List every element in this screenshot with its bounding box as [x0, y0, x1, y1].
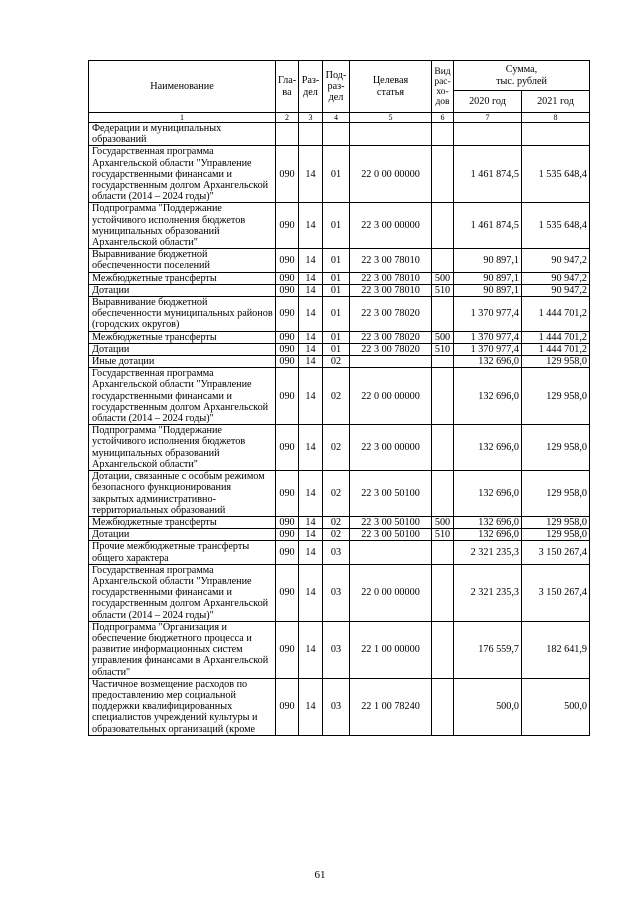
- row-name: Межбюджетные трансферты: [89, 331, 276, 343]
- row-name: Межбюджетные трансферты: [89, 272, 276, 284]
- table-row: [89, 471, 590, 517]
- subsection-code: 02: [323, 356, 350, 368]
- chapter-code: 090: [276, 471, 299, 517]
- target-article-code: 22 3 00 78020: [350, 297, 432, 332]
- chapter-code: 090: [276, 272, 299, 284]
- target-article-code: 22 3 00 78010: [350, 249, 432, 272]
- target-article-code: [350, 123, 432, 146]
- target-article-code: 22 3 00 50100: [350, 471, 432, 517]
- row-name: Частичное возмещение расходов по предоставлению мер социальной поддержки квалифицированных специалистов учреждений культуры и образовательных организаций (кроме: [89, 678, 276, 735]
- table-row: [89, 203, 590, 249]
- amount-2020: 1 461 874,5: [454, 146, 522, 203]
- section-code: 14: [299, 284, 323, 296]
- table-body: [89, 123, 590, 736]
- amount-2020: 132 696,0: [454, 368, 522, 425]
- section-code: [299, 123, 323, 146]
- target-article-code: 22 0 00 00000: [350, 564, 432, 621]
- chapter-code: 090: [276, 541, 299, 564]
- amount-2021: 129 958,0: [522, 516, 590, 528]
- header-chapter: Гла- ва: [276, 61, 299, 113]
- subsection-code: 03: [323, 564, 350, 621]
- expense-type-code: 500: [432, 272, 454, 284]
- row-name: Межбюджетные трансферты: [89, 516, 276, 528]
- column-number: 6: [432, 113, 454, 123]
- amount-2020: 132 696,0: [454, 529, 522, 541]
- expense-type-code: 500: [432, 516, 454, 528]
- column-number: 1: [89, 113, 276, 123]
- chapter-code: 090: [276, 331, 299, 343]
- subsection-code: 01: [323, 272, 350, 284]
- section-code: 14: [299, 425, 323, 471]
- target-article-code: [350, 356, 432, 368]
- table-row: [89, 356, 590, 368]
- subsection-code: 01: [323, 297, 350, 332]
- amount-2021: 3 150 267,4: [522, 541, 590, 564]
- row-name: Выравнивание бюджетной обеспеченности муниципальных районов (городских округов): [89, 297, 276, 332]
- expense-type-code: [432, 621, 454, 678]
- header-expense-type: Вид рас- хо- дов: [432, 61, 454, 113]
- amount-2021: 129 958,0: [522, 529, 590, 541]
- subsection-code: 02: [323, 529, 350, 541]
- amount-2021: 1 535 648,4: [522, 146, 590, 203]
- amount-2020: 90 897,1: [454, 284, 522, 296]
- chapter-code: 090: [276, 343, 299, 355]
- table-row: [89, 123, 590, 146]
- section-code: 14: [299, 331, 323, 343]
- amount-2021: 90 947,2: [522, 272, 590, 284]
- table-row: [89, 284, 590, 296]
- row-name: Дотации: [89, 284, 276, 296]
- section-code: 14: [299, 529, 323, 541]
- column-number: 2: [276, 113, 299, 123]
- table-row: [89, 331, 590, 343]
- row-name: Государственная программа Архангельской области "Управление государственными финансами и государственным долгом Архангельской области (2014 – 2024 годы)": [89, 146, 276, 203]
- amount-2021: 3 150 267,4: [522, 564, 590, 621]
- column-number: 7: [454, 113, 522, 123]
- target-article-code: 22 0 00 00000: [350, 368, 432, 425]
- table-row: [89, 368, 590, 425]
- expense-type-code: 500: [432, 331, 454, 343]
- expense-type-code: [432, 356, 454, 368]
- section-code: 14: [299, 678, 323, 735]
- row-name: Федерации и муниципальных образований: [89, 123, 276, 146]
- amount-2020: 132 696,0: [454, 516, 522, 528]
- chapter-code: 090: [276, 368, 299, 425]
- table-row: [89, 516, 590, 528]
- chapter-code: [276, 123, 299, 146]
- subsection-code: 01: [323, 331, 350, 343]
- row-name: Подпрограмма "Поддержание устойчивого исполнения бюджетов муниципальных образований Архангельской области": [89, 203, 276, 249]
- target-article-code: 22 1 00 00000: [350, 621, 432, 678]
- target-article-code: 22 3 00 00000: [350, 203, 432, 249]
- header-subsection: Под- раз- дел: [323, 61, 350, 113]
- amount-2020: 176 559,7: [454, 621, 522, 678]
- table-row: [89, 541, 590, 564]
- target-article-code: 22 3 00 50100: [350, 516, 432, 528]
- row-name: Дотации, связанные с особым режимом безопасного функционирования закрытых административно-территориальных образований: [89, 471, 276, 517]
- row-name: Прочие межбюджетные трансферты общего характера: [89, 541, 276, 564]
- amount-2020: 1 461 874,5: [454, 203, 522, 249]
- expense-type-code: [432, 146, 454, 203]
- section-code: 14: [299, 471, 323, 517]
- chapter-code: 090: [276, 203, 299, 249]
- expense-type-code: [432, 541, 454, 564]
- chapter-code: 090: [276, 678, 299, 735]
- subsection-code: 01: [323, 203, 350, 249]
- chapter-code: 090: [276, 621, 299, 678]
- expense-type-code: [432, 471, 454, 517]
- header-year-2020: 2020 год: [454, 91, 522, 113]
- column-number: 3: [299, 113, 323, 123]
- amount-2021: 182 641,9: [522, 621, 590, 678]
- amount-2020: 1 370 977,4: [454, 297, 522, 332]
- amount-2021: 129 958,0: [522, 356, 590, 368]
- header-section: Раз- дел: [299, 61, 323, 113]
- section-code: 14: [299, 356, 323, 368]
- target-article-code: 22 1 00 78240: [350, 678, 432, 735]
- chapter-code: 090: [276, 249, 299, 272]
- table-row: [89, 564, 590, 621]
- amount-2020: 2 321 235,3: [454, 564, 522, 621]
- table-row: [89, 343, 590, 355]
- page-number: 61: [314, 869, 326, 881]
- subsection-code: 03: [323, 541, 350, 564]
- row-name: Дотации: [89, 343, 276, 355]
- expense-type-code: [432, 203, 454, 249]
- subsection-code: 03: [323, 621, 350, 678]
- header-sum: Сумма, тыс. рублей: [454, 61, 590, 91]
- amount-2020: 132 696,0: [454, 356, 522, 368]
- column-number: 5: [350, 113, 432, 123]
- subsection-code: 02: [323, 516, 350, 528]
- row-name: Иные дотации: [89, 356, 276, 368]
- amount-2020: 132 696,0: [454, 471, 522, 517]
- section-code: 14: [299, 203, 323, 249]
- amount-2020: 500,0: [454, 678, 522, 735]
- amount-2021: 500,0: [522, 678, 590, 735]
- amount-2021: 129 958,0: [522, 368, 590, 425]
- column-number-row: [89, 113, 590, 123]
- table-row: [89, 529, 590, 541]
- section-code: 14: [299, 564, 323, 621]
- expense-type-code: [432, 368, 454, 425]
- section-code: 14: [299, 297, 323, 332]
- table-row: [89, 425, 590, 471]
- chapter-code: 090: [276, 516, 299, 528]
- subsection-code: 02: [323, 471, 350, 517]
- target-article-code: 22 3 00 78020: [350, 343, 432, 355]
- subsection-code: 01: [323, 249, 350, 272]
- table-header: [89, 61, 590, 123]
- target-article-code: 22 3 00 78020: [350, 331, 432, 343]
- expense-type-code: [432, 564, 454, 621]
- column-number: 4: [323, 113, 350, 123]
- amount-2021: 90 947,2: [522, 284, 590, 296]
- expense-type-code: [432, 425, 454, 471]
- expense-type-code: [432, 249, 454, 272]
- header-name: Наименование: [89, 61, 276, 113]
- subsection-code: 02: [323, 425, 350, 471]
- amount-2021: [522, 123, 590, 146]
- page: [88, 60, 589, 736]
- amount-2021: 1 535 648,4: [522, 203, 590, 249]
- amount-2020: 2 321 235,3: [454, 541, 522, 564]
- amount-2021: 1 444 701,2: [522, 331, 590, 343]
- amount-2020: 1 370 977,4: [454, 343, 522, 355]
- column-number: 8: [522, 113, 590, 123]
- amount-2021: 1 444 701,2: [522, 297, 590, 332]
- section-code: 14: [299, 249, 323, 272]
- subsection-code: 02: [323, 368, 350, 425]
- row-name: Выравнивание бюджетной обеспеченности поселений: [89, 249, 276, 272]
- row-name: Государственная программа Архангельской области "Управление государственными финансами и государственным долгом Архангельской области (2014 – 2024 годы)": [89, 368, 276, 425]
- amount-2021: 129 958,0: [522, 425, 590, 471]
- amount-2021: 1 444 701,2: [522, 343, 590, 355]
- amount-2020: [454, 123, 522, 146]
- subsection-code: [323, 123, 350, 146]
- section-code: 14: [299, 541, 323, 564]
- amount-2020: 90 897,1: [454, 249, 522, 272]
- expense-type-code: 510: [432, 284, 454, 296]
- subsection-code: 01: [323, 146, 350, 203]
- section-code: 14: [299, 516, 323, 528]
- table-row: [89, 249, 590, 272]
- expense-type-code: [432, 297, 454, 332]
- chapter-code: 090: [276, 529, 299, 541]
- row-name: Дотации: [89, 529, 276, 541]
- amount-2020: 1 370 977,4: [454, 331, 522, 343]
- section-code: 14: [299, 343, 323, 355]
- row-name: Подпрограмма "Поддержание устойчивого исполнения бюджетов муниципальных образований Архангельской области": [89, 425, 276, 471]
- subsection-code: 01: [323, 343, 350, 355]
- subsection-code: 01: [323, 284, 350, 296]
- chapter-code: 090: [276, 284, 299, 296]
- table-row: [89, 678, 590, 735]
- table-row: [89, 621, 590, 678]
- section-code: 14: [299, 368, 323, 425]
- table-row: [89, 297, 590, 332]
- target-article-code: 22 3 00 78010: [350, 284, 432, 296]
- header-year-2021: 2021 год: [522, 91, 590, 113]
- section-code: 14: [299, 146, 323, 203]
- row-name: Подпрограмма "Организация и обеспечение бюджетного процесса и развитие информационных систем управления финансами в Архангельской области": [89, 621, 276, 678]
- expense-type-code: 510: [432, 343, 454, 355]
- target-article-code: 22 0 00 00000: [350, 146, 432, 203]
- amount-2021: 90 947,2: [522, 249, 590, 272]
- header-target-article: Целевая статья: [350, 61, 432, 113]
- target-article-code: 22 3 00 78010: [350, 272, 432, 284]
- target-article-code: [350, 541, 432, 564]
- chapter-code: 090: [276, 564, 299, 621]
- expense-type-code: [432, 123, 454, 146]
- budget-table: [88, 60, 590, 736]
- amount-2021: 129 958,0: [522, 471, 590, 517]
- target-article-code: 22 3 00 00000: [350, 425, 432, 471]
- chapter-code: 090: [276, 356, 299, 368]
- expense-type-code: [432, 678, 454, 735]
- expense-type-code: 510: [432, 529, 454, 541]
- subsection-code: 03: [323, 678, 350, 735]
- chapter-code: 090: [276, 425, 299, 471]
- chapter-code: 090: [276, 297, 299, 332]
- section-code: 14: [299, 272, 323, 284]
- table-row: [89, 272, 590, 284]
- amount-2020: 132 696,0: [454, 425, 522, 471]
- target-article-code: 22 3 00 50100: [350, 529, 432, 541]
- section-code: 14: [299, 621, 323, 678]
- row-name: Государственная программа Архангельской области "Управление государственными финансами и государственным долгом Архангельской области (2014 – 2024 годы)": [89, 564, 276, 621]
- chapter-code: 090: [276, 146, 299, 203]
- table-row: [89, 146, 590, 203]
- amount-2020: 90 897,1: [454, 272, 522, 284]
